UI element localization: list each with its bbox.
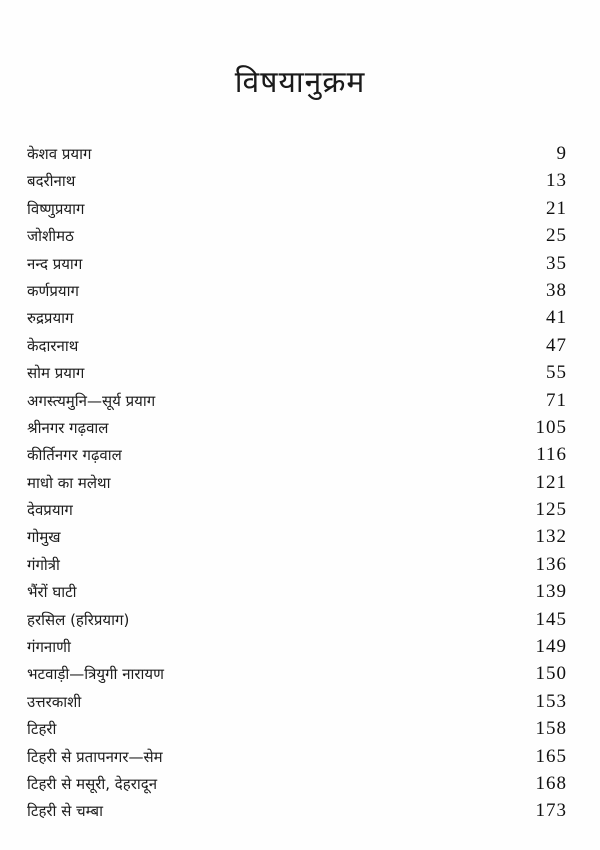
- toc-entry-title: उत्तरकाशी: [27, 692, 82, 711]
- toc-entry: [27, 277, 567, 304]
- toc-entry: [27, 688, 567, 715]
- toc-entry-page: 38: [546, 279, 567, 301]
- toc-entry-page: 71: [546, 389, 567, 411]
- toc-entry-title: श्रीनगर गढ़वाल: [27, 418, 109, 437]
- toc-entry-page: 165: [535, 745, 567, 767]
- toc-entry-title: जोशीमठ: [27, 227, 74, 246]
- toc-entry-page: 168: [535, 772, 567, 794]
- toc-entry-page: 136: [535, 553, 567, 575]
- toc-entry-page: 35: [546, 252, 567, 274]
- toc-entry: [27, 606, 567, 633]
- toc-entry-page: 13: [546, 170, 567, 192]
- toc-entry-title: नन्द प्रयाग: [27, 254, 83, 273]
- toc-entry-page: 41: [546, 307, 567, 329]
- toc-entry: [27, 743, 567, 770]
- toc-entry: [27, 441, 567, 468]
- toc-entry-title: गंगोत्री: [27, 555, 60, 574]
- toc-entry: [27, 387, 567, 414]
- table-of-contents: [27, 140, 567, 825]
- toc-entry: [27, 578, 567, 605]
- toc-entry-page: 139: [535, 581, 567, 603]
- toc-entry-page: 25: [546, 225, 567, 247]
- toc-entry-page: 9: [556, 143, 567, 164]
- toc-entry-title: कर्णप्रयाग: [27, 281, 79, 300]
- toc-entry-page: 158: [535, 718, 567, 740]
- toc-entry-page: 149: [535, 636, 567, 658]
- toc-entry: [27, 414, 567, 441]
- toc-entry-title: भैंरों घाटी: [27, 583, 77, 602]
- toc-entry: [27, 715, 567, 742]
- toc-entry-page: 132: [535, 526, 567, 548]
- toc-entry: [27, 332, 567, 359]
- toc-entry-title: गोमुख: [27, 528, 61, 547]
- toc-entry-page: 116: [536, 444, 567, 466]
- toc-entry-title: गंगनाणी: [27, 638, 71, 657]
- toc-entry-title: विष्णुप्रयाग: [27, 199, 85, 218]
- toc-entry: [27, 633, 567, 660]
- toc-entry: [27, 770, 567, 797]
- toc-entry-page: 55: [546, 362, 567, 384]
- toc-entry: [27, 523, 567, 550]
- toc-entry-title: अगस्त्यमुनि—सूर्य प्रयाग: [27, 391, 156, 410]
- toc-entry-title: टिहरी से चम्बा: [27, 802, 103, 821]
- toc-entry-page: 125: [535, 499, 567, 521]
- toc-entry: [27, 469, 567, 496]
- toc-entry-page: 47: [546, 334, 567, 356]
- toc-entry-title: हरसिल (हरिप्रयाग): [27, 610, 130, 629]
- toc-entry-title: बदरीनाथ: [27, 172, 76, 191]
- toc-entry: [27, 195, 567, 222]
- toc-entry-title: भटवाड़ी—त्रियुगी नारायण: [27, 665, 164, 684]
- toc-entry-title: माधो का मलेथा: [27, 473, 111, 492]
- toc-entry: [27, 359, 567, 386]
- toc-entry-page: 173: [535, 800, 567, 822]
- toc-entry-title: कीर्तिनगर गढ़वाल: [27, 446, 122, 465]
- toc-entry: [27, 551, 567, 578]
- toc-entry-page: 105: [535, 416, 567, 438]
- toc-entry: [27, 140, 567, 167]
- toc-entry-title: देवप्रयाग: [27, 501, 73, 520]
- toc-entry: [27, 496, 567, 523]
- toc-entry: [27, 660, 567, 687]
- toc-entry-page: 21: [546, 197, 567, 219]
- toc-entry-page: 145: [535, 608, 567, 630]
- toc-entry-title: टिहरी: [27, 720, 57, 739]
- toc-entry-title: सोम प्रयाग: [27, 364, 85, 383]
- toc-entry-title: टिहरी से प्रतापनगर—सेम: [27, 747, 163, 766]
- toc-entry-title: केदारनाथ: [27, 336, 79, 355]
- toc-entry: [27, 797, 567, 824]
- toc-entry: [27, 250, 567, 277]
- toc-entry-title: केशव प्रयाग: [27, 145, 92, 163]
- toc-entry-title: रुद्रप्रयाग: [27, 309, 74, 328]
- toc-entry-page: 153: [535, 690, 567, 712]
- toc-entry-page: 150: [535, 663, 567, 685]
- toc-entry-page: 121: [535, 471, 567, 493]
- toc-entry: [27, 222, 567, 249]
- page-title: विषयानुक्रम: [234, 65, 366, 101]
- toc-entry: [27, 167, 567, 194]
- toc-entry: [27, 304, 567, 331]
- toc-entry-title: टिहरी से मसूरी, देहरादून: [27, 774, 158, 793]
